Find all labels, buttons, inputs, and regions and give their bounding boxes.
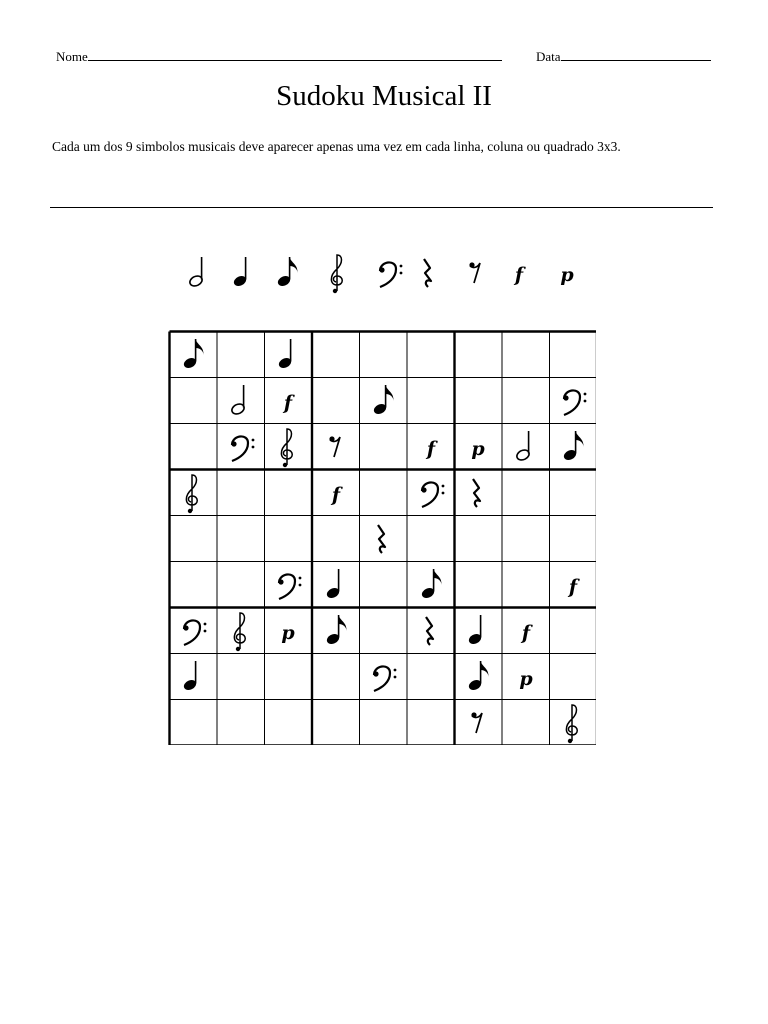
grid-cell[interactable] <box>223 565 259 605</box>
grid-cell[interactable] <box>413 381 449 421</box>
symbol-legend <box>0 250 768 300</box>
svg-text:f: f <box>331 483 340 506</box>
treble-clef-icon <box>178 471 208 515</box>
grid-cell <box>413 427 449 467</box>
quarter-note-icon <box>273 333 303 377</box>
eighth-note-icon <box>416 563 446 607</box>
grid-cell[interactable] <box>460 381 496 421</box>
piano-icon <box>552 251 582 295</box>
grid-cell[interactable] <box>270 519 306 559</box>
grid-cell <box>318 565 354 605</box>
date-blank-line[interactable] <box>561 47 711 61</box>
grid-cell <box>460 611 496 651</box>
legend-item <box>371 250 407 296</box>
grid-cell[interactable] <box>508 381 544 421</box>
grid-cell <box>270 611 306 651</box>
grid-cell[interactable] <box>223 703 259 743</box>
svg-text:f: f <box>569 575 578 598</box>
grid-cell[interactable] <box>318 381 354 421</box>
legend-item <box>320 250 356 296</box>
grid-cell[interactable] <box>365 703 401 743</box>
grid-cell[interactable] <box>365 611 401 651</box>
grid-cell <box>270 427 306 467</box>
treble-clef-icon <box>273 425 303 469</box>
forte-icon <box>321 471 351 515</box>
grid-cell[interactable] <box>223 335 259 375</box>
grid-cell <box>365 381 401 421</box>
grid-cell <box>175 611 211 651</box>
svg-text:p: p <box>281 621 295 644</box>
grid-cell[interactable] <box>413 519 449 559</box>
grid-cell[interactable] <box>318 335 354 375</box>
grid-cell[interactable] <box>460 335 496 375</box>
grid-cell[interactable] <box>413 657 449 697</box>
bass-clef-icon <box>273 563 303 607</box>
grid-cell[interactable] <box>555 611 591 651</box>
grid-cell <box>318 427 354 467</box>
half-note-icon <box>511 425 541 469</box>
grid-cell[interactable] <box>413 703 449 743</box>
treble-clef-icon <box>226 609 256 653</box>
bass-clef-icon <box>226 425 256 469</box>
legend-item <box>269 250 305 296</box>
grid-cell[interactable] <box>460 519 496 559</box>
grid-cell[interactable] <box>175 427 211 467</box>
quarter-note-icon <box>463 609 493 653</box>
grid-cell <box>555 381 591 421</box>
grid-cell <box>460 703 496 743</box>
grid-cell <box>175 335 211 375</box>
grid-cell <box>508 427 544 467</box>
legend-item <box>411 250 447 296</box>
sudoku-grid <box>168 330 596 745</box>
grid-cell <box>413 473 449 513</box>
grid-cell[interactable] <box>508 519 544 559</box>
legend-item <box>225 250 261 296</box>
forte-icon <box>511 609 541 653</box>
svg-text:f: f <box>521 621 530 644</box>
bass-clef-icon <box>178 609 208 653</box>
grid-cell <box>555 565 591 605</box>
grid-cell[interactable] <box>270 703 306 743</box>
grid-cell[interactable] <box>508 565 544 605</box>
legend-item <box>501 250 537 296</box>
quarter-note-icon <box>228 251 258 295</box>
bass-clef-icon <box>558 379 588 423</box>
grid-cell <box>175 473 211 513</box>
quarter-rest-icon <box>414 251 444 295</box>
grid-cell[interactable] <box>223 519 259 559</box>
divider-line <box>50 207 713 208</box>
grid-cell[interactable] <box>318 703 354 743</box>
bass-clef-icon <box>368 655 398 699</box>
legend-item <box>549 250 585 296</box>
name-label: Nome <box>56 49 88 64</box>
name-field[interactable] <box>56 47 502 65</box>
grid-cell[interactable] <box>508 473 544 513</box>
grid-cell[interactable] <box>555 473 591 513</box>
grid-cell[interactable] <box>223 473 259 513</box>
treble-clef-icon <box>558 701 588 745</box>
grid-cell <box>318 611 354 651</box>
grid-cell[interactable] <box>365 565 401 605</box>
grid-cell[interactable] <box>175 381 211 421</box>
grid-cell <box>318 473 354 513</box>
quarter-note-icon <box>178 655 208 699</box>
grid-cell[interactable] <box>365 473 401 513</box>
grid-cell <box>270 565 306 605</box>
grid-cell <box>223 611 259 651</box>
piano-icon <box>273 609 303 653</box>
forte-icon <box>558 563 588 607</box>
grid-cell[interactable] <box>508 335 544 375</box>
grid-cell <box>508 657 544 697</box>
grid-cell[interactable] <box>270 657 306 697</box>
quarter-rest-icon <box>416 609 446 653</box>
grid-cell[interactable] <box>413 335 449 375</box>
grid-cell <box>508 611 544 651</box>
svg-text:p: p <box>560 264 574 286</box>
grid-cell[interactable] <box>555 657 591 697</box>
legend-item <box>458 250 494 296</box>
forte-icon <box>504 251 534 295</box>
date-label: Data <box>536 49 561 64</box>
quarter-rest-icon <box>463 471 493 515</box>
legend-item <box>181 250 217 296</box>
date-field[interactable] <box>536 47 711 65</box>
half-note-icon <box>184 251 214 295</box>
eighth-rest-icon <box>321 425 351 469</box>
svg-text:p: p <box>471 437 485 460</box>
svg-text:p: p <box>519 667 533 690</box>
grid-cell[interactable] <box>270 473 306 513</box>
eighth-rest-icon <box>461 251 491 295</box>
grid-cell <box>460 473 496 513</box>
bass-clef-icon <box>416 471 446 515</box>
page-title: Sudoku Musical II <box>276 80 492 112</box>
forte-icon <box>273 379 303 423</box>
half-note-icon <box>226 379 256 423</box>
bass-clef-icon <box>374 251 404 295</box>
instructions-text: Cada um dos 9 simbolos musicais deve aparecer apenas uma vez em cada linha, coluna ou quadrado 3x3. <box>52 139 621 154</box>
grid-cell <box>223 381 259 421</box>
grid-cell[interactable] <box>318 519 354 559</box>
grid-cell[interactable] <box>175 703 211 743</box>
grid-cell <box>555 427 591 467</box>
eighth-rest-icon <box>463 701 493 745</box>
svg-text:f: f <box>284 391 293 414</box>
svg-text:f: f <box>514 264 524 286</box>
svg-text:f: f <box>426 437 435 460</box>
grid-cell[interactable] <box>555 335 591 375</box>
grid-cell <box>555 703 591 743</box>
grid-cell[interactable] <box>175 565 211 605</box>
eighth-note-icon <box>321 609 351 653</box>
grid-cell <box>365 519 401 559</box>
treble-clef-icon <box>323 251 353 295</box>
grid-cell <box>365 657 401 697</box>
grid-cell <box>270 335 306 375</box>
eighth-note-icon <box>178 333 208 377</box>
grid-cell[interactable] <box>223 657 259 697</box>
eighth-note-icon <box>368 379 398 423</box>
name-blank-line[interactable] <box>88 47 502 61</box>
grid-cell <box>413 611 449 651</box>
quarter-note-icon <box>321 563 351 607</box>
grid-cell[interactable] <box>365 427 401 467</box>
eighth-note-icon <box>272 251 302 295</box>
grid-cell <box>223 427 259 467</box>
grid-cell[interactable] <box>318 657 354 697</box>
eighth-note-icon <box>463 655 493 699</box>
grid-cell <box>270 381 306 421</box>
grid-cell <box>460 427 496 467</box>
eighth-note-icon <box>558 425 588 469</box>
grid-cell[interactable] <box>508 703 544 743</box>
grid-cell <box>175 657 211 697</box>
grid-cell[interactable] <box>460 565 496 605</box>
grid-cell[interactable] <box>555 519 591 559</box>
grid-cell[interactable] <box>175 519 211 559</box>
forte-icon <box>416 425 446 469</box>
grid-cell <box>460 657 496 697</box>
quarter-rest-icon <box>368 517 398 561</box>
grid-cell[interactable] <box>365 335 401 375</box>
piano-icon <box>511 655 541 699</box>
piano-icon <box>463 425 493 469</box>
grid-cell <box>413 565 449 605</box>
